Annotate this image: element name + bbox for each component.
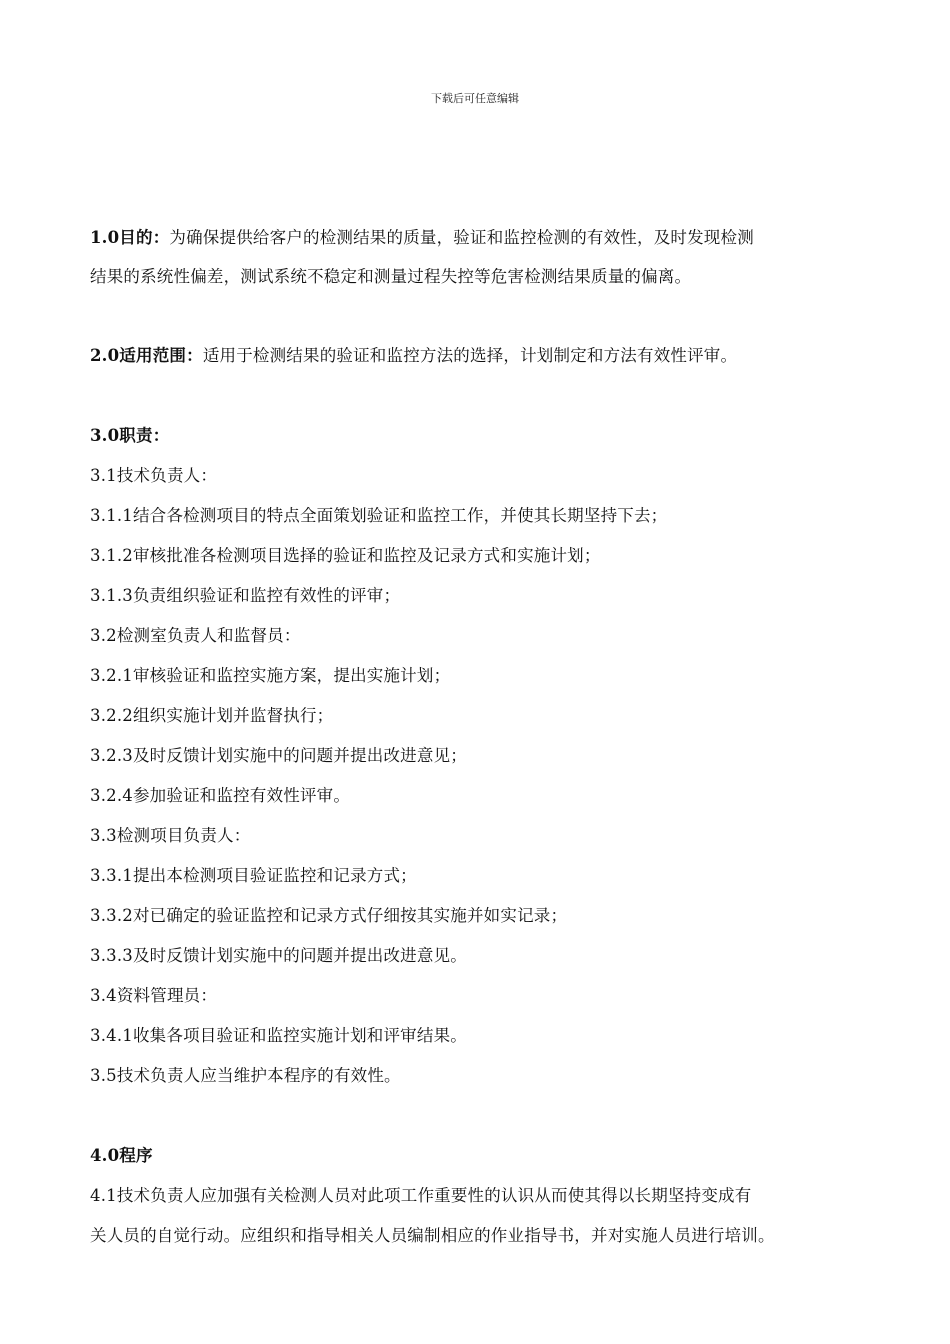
list-item: 3.2检测室负责人和监督员：: [90, 626, 301, 645]
list-item: 3.3检测项目负责人：: [90, 826, 251, 845]
list-item: 3.1.1结合各检测项目的特点全面策划验证和监控工作，并使其长期坚持下去；: [90, 506, 668, 525]
list-item: 3.2.1审核验证和监控实施方案，提出实施计划；: [90, 666, 451, 685]
list-item: 3.3.1提出本检测项目验证监控和记录方式；: [90, 866, 417, 885]
list-item: 3.2.3及时反馈计划实施中的问题并提出改进意见；: [90, 746, 467, 765]
section-2-text: 适用于检测结果的验证和监控方法的选择，计划制定和方法有效性评审。: [202, 346, 738, 365]
section-2-title: 2.0适用范围：: [90, 346, 203, 365]
section-4-line-1: 4.1技术负责人应加强有关检测人员对此项工作重要性的认识从而使其得以长期坚持变成有: [90, 1186, 752, 1205]
list-item: 3.1技术负责人：: [90, 466, 218, 485]
list-item: 3.3.3及时反馈计划实施中的问题并提出改进意见。: [90, 946, 467, 965]
list-item: 3.2.2组织实施计划并监督执行；: [90, 706, 334, 725]
page-header: 下载后可任意编辑: [431, 92, 519, 105]
section-4-line-2: 关人员的自觉行动。应组织和指导相关人员编制相应的作业指导书，并对实施人员进行培训。: [90, 1226, 775, 1245]
list-item: 3.3.2对已确定的验证监控和记录方式仔细按其实施并如实记录；: [90, 906, 568, 925]
list-item: 3.1.3负责组织验证和监控有效性的评审；: [90, 586, 401, 605]
list-item: 3.4资料管理员：: [90, 986, 218, 1005]
section-1-line-1: [90, 228, 754, 248]
section-3-title: 3.0职责：: [90, 426, 170, 445]
section-1-title: 1.0目的：: [90, 228, 170, 247]
section-2-line: [90, 346, 737, 366]
list-item: 3.4.1收集各项目验证和监控实施计划和评审结果。: [90, 1026, 467, 1045]
section-1-text-1: 为确保提供给客户的检测结果的质量，验证和监控检测的有效性，及时发现检测: [169, 228, 754, 247]
section-4-title: 4.0程序: [90, 1146, 153, 1165]
list-item: 3.2.4参加验证和监控有效性评审。: [90, 786, 351, 805]
list-item: 3.1.2审核批准各检测项目选择的验证和监控及记录方式和实施计划；: [90, 546, 601, 565]
list-item: 3.5技术负责人应当维护本程序的有效性。: [90, 1066, 401, 1085]
section-1-line-2: 结果的系统性偏差，测试系统不稳定和测量过程失控等危害检测结果质量的偏离。: [90, 267, 692, 286]
